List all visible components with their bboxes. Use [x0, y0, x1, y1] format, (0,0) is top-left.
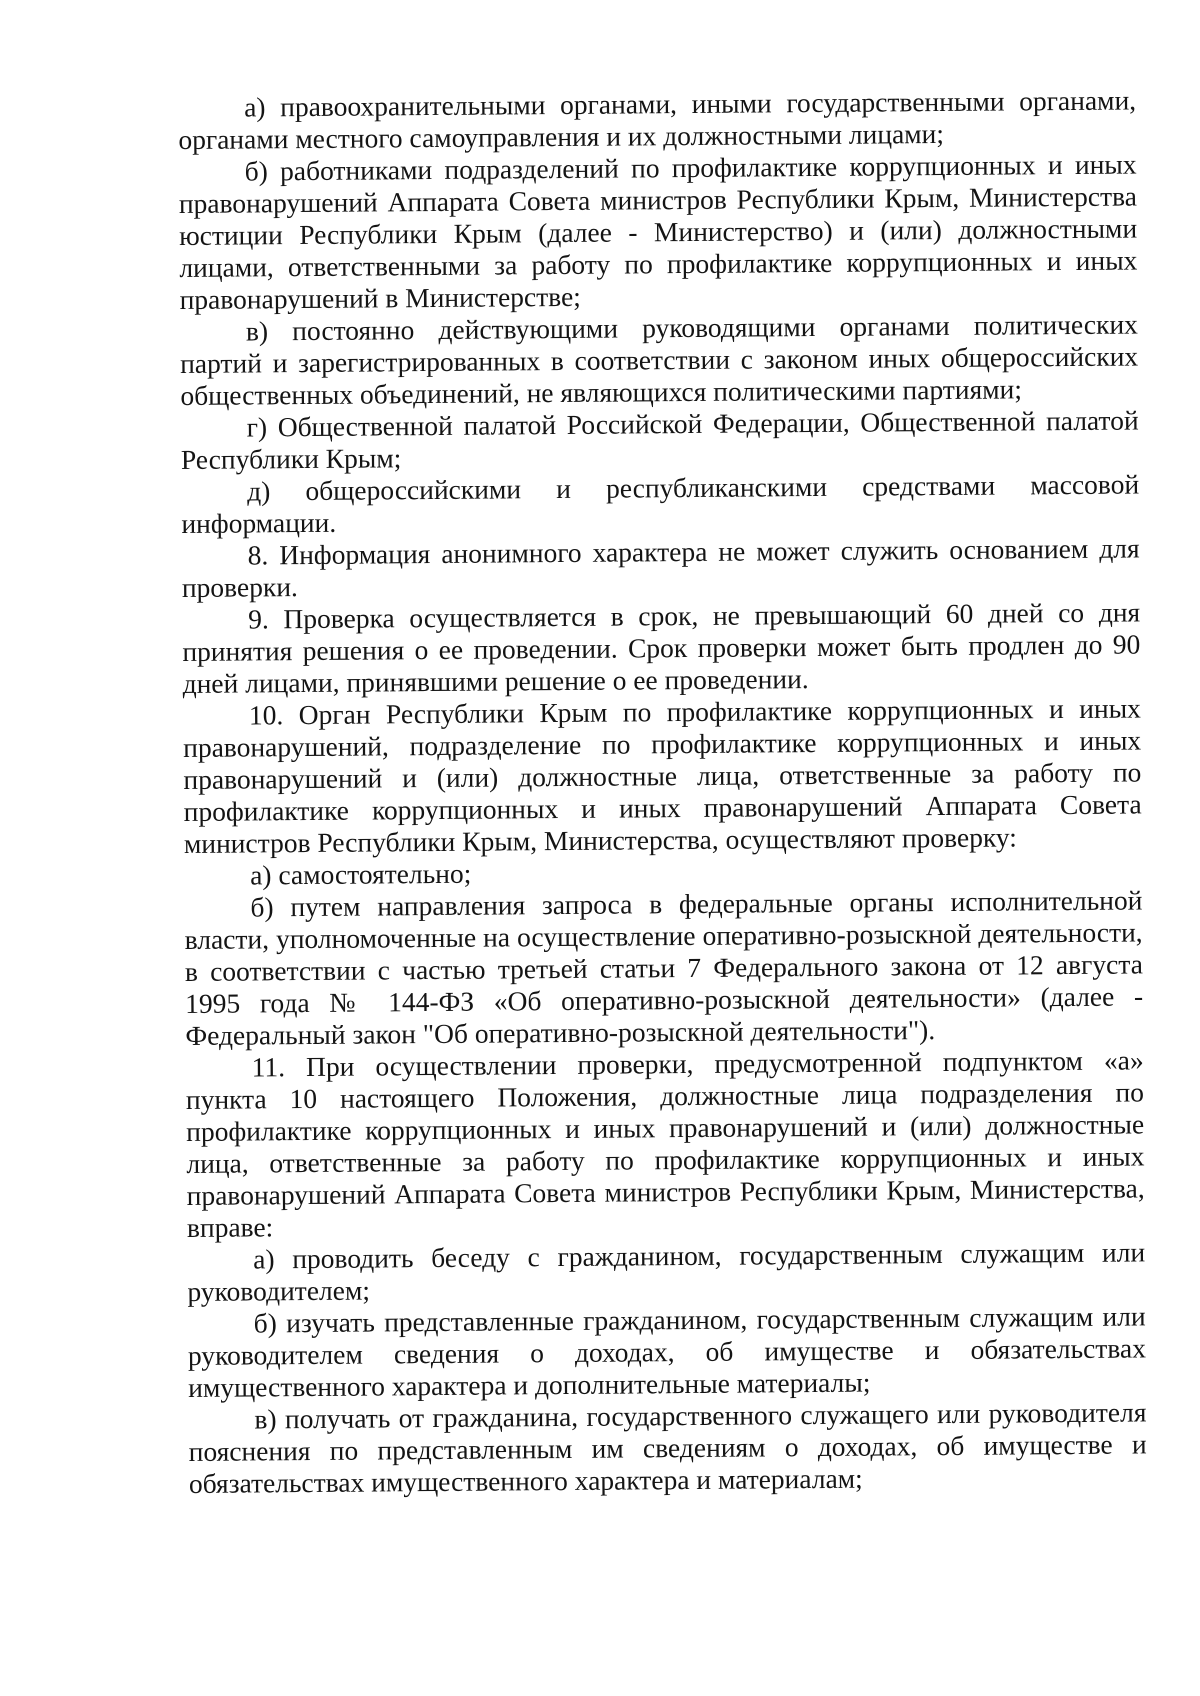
- paragraph-7d: д) общероссийскими и республиканскими средствами массовой информации.: [181, 468, 1140, 539]
- paragraph-10: 10. Орган Республики Крым по профилактике коррупционных и иных правонарушений, подразделение по профилактике коррупционных и иных правонарушений и (или) должностные лица, ответственные за работу по профилактике коррупционных и иных правонарушений Аппарата Совета министров Республики Крым, Министерства, осуществляют проверку:: [183, 692, 1142, 859]
- paragraph-7a: а) правоохранительными органами, иными государственными органами, органами местного самоуправления и их должностными лицами;: [178, 84, 1137, 155]
- paragraph-11a: а) проводить беседу с гражданином, государственным служащим или руководителем;: [187, 1236, 1146, 1307]
- paragraph-11b: б) изучать представленные гражданином, государственным служащим или руководителем сведения о доходах, об имуществе и обязательствах имущественного характера и дополнительные материалы;: [187, 1300, 1147, 1403]
- paragraph-7g: г) Общественной палатой Российской Федерации, Общественной палатой Республики Крым;: [180, 404, 1139, 475]
- paragraph-10b: б) путем направления запроса в федеральные органы исполнительной власти, уполномоченные на осуществление оперативно-розыскной деятельности, в соответствии с частью третьей статьи 7 Федерального закона от 12 августа 1995 года № 144-ФЗ «Об оперативно-розыскной деятельности» (далее - Федеральный закон "Об оперативно-розыскной деятельности").: [184, 884, 1144, 1051]
- paragraph-9: 9. Проверка осуществляется в срок, не превышающий 60 дней со дня принятия решения о ее проведении. Срок проверки может быть продлен до 90 дней лицами, принявшими решение о ее проведении.: [182, 596, 1141, 699]
- paragraph-11: 11. При осуществлении проверки, предусмотренной подпунктом «а» пункта 10 настоящего Положения, должностные лица подразделения по профилактике коррупционных и иных правонарушений и (или) должностные лица, ответственные за работу по профилактике коррупционных и иных правонарушений Аппарата Совета министров Республики Крым, Министерства, вправе:: [185, 1044, 1145, 1243]
- paragraph-7b: б) работниками подразделений по профилактике коррупционных и иных правонарушений Аппарата Совета министров Республики Крым, Министерства юстиции Республики Крым (далее - Министерство) и (или) должностными лицами, ответственными за работу по профилактике коррупционных и иных правонарушений в Министерстве;: [178, 148, 1138, 315]
- paragraph-8: 8. Информация анонимного характера не может служить основанием для проверки.: [181, 532, 1140, 603]
- paragraph-10a: а) самостоятельно;: [250, 857, 472, 891]
- paragraph-7v: в) постоянно действующими руководящими органами политических партий и зарегистрированных в соответствии с законом иных общероссийских общественных объединений, не являющихся политическими партиями;: [180, 308, 1139, 411]
- document-body: [178, 84, 1147, 1499]
- paragraph-11v: в) получать от гражданина, государственного служащего или руководителя пояснения по представленным им сведениям о доходах, об имуществе и обязательствах имущественного характера и материалам;: [188, 1396, 1147, 1499]
